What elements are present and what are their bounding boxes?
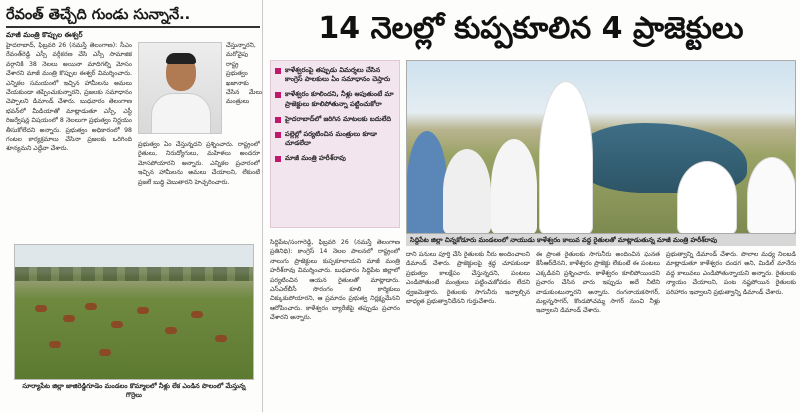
right-column-1: సిద్దిపేట/సంగారెడ్డి, ఫిబ్రవరి 26 (నమస్తే తెలంగాణ ప్రతినిధి): కాంగ్రెస్ 14 నెలల పాలనలో రాష్ట్రంలో నాలుగు ప్రాజెక్టులు కుప్పకూలాయని మాజీ మంత్రి హరీశ్‌రావు విమర్శించారు. బుధవారం సిద్దిపేట జిల్లాలో పర్యటించిన ఆయన రైతులతో మాట్లాడారు. ఎస్‌ఎల్‌బీసీ సొరంగం కూలి కార్మికులు చిక్కుకుపోయారని, ఆ ప్రమాదం ప్రభుత్వ నిర్లక్ష్యమేనని ఆరోపించారు. కాళేశ్వరం బ్యారేజీపై తప్పుడు ప్రచారం చేశారని అన్నారు. <box>270 239 400 322</box>
bullet-marker-icon <box>275 132 281 138</box>
column-divider <box>262 0 263 412</box>
bullet-marker-icon <box>275 117 281 123</box>
canal-visit-photo <box>406 60 796 234</box>
right-column-4: ప్రభుత్వాన్ని డిమాండ్ చేశారు. పొలాల మధ్య నిలబడి మాట్లాడుతూ కాళేశ్వరం దండగ అని, మిడిల్ మానేరు వద్ద కాలువలు ఎండిపోతున్నాయని అన్నారు. రైతులకు న్యాయం చేయాలని, పంట నష్టపోయిన రైతులకు పరిహారం ఇవ్వాలని ప్రభుత్వాన్ని డిమాండ్ చేశారు. <box>666 251 796 296</box>
portrait-hair <box>166 53 196 64</box>
highlight-text: హైదరాబాద్‌లో జరిగిన మాటలకు బదులేది <box>285 114 392 123</box>
highlight-item <box>275 154 395 163</box>
person-figure <box>677 161 737 234</box>
goat <box>165 327 177 334</box>
right-column-2: దాని పనులు పూర్తి చేసి రైతులకు నీరు అందించాలని డిమాండ్ చేశారు. ప్రాజెక్టులపై శ్రద్ధ చూపకుండా ప్రభుత్వం కాలక్షేపం చేస్తున్నదని, పంటలు ఎండిపోతుంటే మంత్రులు పట్టించుకోవడం లేదని ధ్వజమెత్తారు. రైతులకు సాగునీరు ఇవ్వాల్సిన బాధ్యత ప్రభుత్వానిదేనని గుర్తుచేశారు. <box>406 251 530 306</box>
left-side-column: చేస్తున్నారని, మరోవైపు రాష్ట్ర ప్రభుత్వం ఖజానాకు చేసిన మేలు మంత్రులు <box>226 42 262 106</box>
left-column-2: ప్రభుత్వం ఏం చేస్తున్నదని ప్రశ్నించారు. రాష్ట్రంలో రైతులు, నిరుద్యోగులు, మహిళలు అందరూ మోసపోయారని అన్నారు. ఎన్నికల ప్రచారంలో ఇచ్చిన హామీలను అమలు చేయాలని, లేకుంటే ప్రజలే బుద్ధి చెబుతారని హెచ్చరించారు. <box>138 141 260 186</box>
bullet-marker-icon <box>275 68 281 74</box>
person-figure <box>443 149 491 234</box>
left-headline: రేవంత్ తెచ్చేది గుండు సున్నానే.. <box>6 4 260 28</box>
person-figure <box>747 157 796 234</box>
person-figure <box>539 81 593 234</box>
portrait-photo <box>138 42 222 134</box>
goats-field-photo <box>14 244 254 380</box>
person-figure <box>491 139 537 234</box>
goat <box>35 305 47 312</box>
canal-photo-caption: సిద్దిపేట జిల్లా చిన్నకోడూరు మండలంలో నాయుడు కాళేశ్వరం కాలువ వద్ద రైతులతో మాట్లాడుతున్న మాజీ మంత్రి హరీశ్‌రావు <box>406 234 796 246</box>
photo-treeline <box>15 267 254 281</box>
goat <box>111 321 123 328</box>
goats-photo-caption: సూర్యాపేట జిల్లా జాజిరెడ్డిగూడెం మండలం కొమ్మాలలో నీళ్లు లేక ఎండిన పొలంలో మేస్తున్న గొర్రెలు <box>22 382 246 399</box>
highlights-box <box>270 60 400 228</box>
highlight-item <box>275 130 395 148</box>
goat <box>63 315 75 322</box>
goat <box>99 349 111 356</box>
left-byline: మాజీ మంత్రి కొప్పుల ఈశ్వర్ <box>6 31 83 39</box>
right-headline: 14 నెలల్లో కుప్పకూలిన 4 ప్రాజెక్టులు <box>318 11 744 46</box>
goat <box>215 335 227 342</box>
goat <box>137 307 149 314</box>
right-column-3: ఈ ప్రాంత రైతులకు సాగునీరు అందించిన ఘనత కేసీఆర్‌దేనని, కాళేశ్వరం ప్రాజెక్టు లేకుంటే ఈ పంటలు ఎక్కడివని ప్రశ్నించారు. కాళేశ్వరం కూలిపోయిందని ప్రచారం చేసిన వారు ఇప్పుడు అదే నీటిని వాడుకుంటున్నారని అన్నారు. రంగనాయకసాగర్, మల్లన్నసాగర్, కొండపోచమ్మ సాగర్ నుంచి నీళ్లు ఇవ్వాలని డిమాండ్ చేశారు. <box>536 251 660 315</box>
goat <box>191 311 203 318</box>
left-column-1: హైదరాబాద్, ఫిబ్రవరి 26 (నమస్తే తెలంగాణ): సీఎం రేవంత్‌రెడ్డి ఎస్సీ వర్గీకరణ చేసి ఎస్సీ సామాజిక వర్గానికి 38 నెలలు అయినా మాదిగల్ని మోసం చేశారని మాజీ మంత్రి కొప్పుల ఈశ్వర్ విమర్శించారు. ఎన్నికల సమయంలో ఇచ్చిన హామీలను అమలు చేయకుండా తప్పించుకున్నారని, ప్రజలకు సమాధానం చెప్పాలని డిమాండ్ చేశారు. బుధవారం తెలంగాణ భవన్‌లో మీడియాతో మాట్లాడుతూ ఎస్సీ, ఎస్టీ రిజర్వేషన్ల విషయంలో 8 నెలలుగా ప్రభుత్వం నిర్ణయం తీసుకోలేదని అన్నారు. ప్రభుత్వం అధికారంలో 98 గంటల కార్యక్రమాలు చేసినా ప్రజలకు ఒరిగింది శూన్యమని ఎద్దేవా చేశారు. <box>6 42 132 153</box>
highlight-item <box>275 66 395 84</box>
bullet-marker-icon <box>275 156 281 162</box>
highlight-text: పల్లెల్లో పర్యటించిన మంత్రులు కూడా చూడలేదా <box>285 130 378 148</box>
highlight-text: కాళేశ్వరం కూలిందని, నీళ్లు ఆపుతుంటే మా ప్రాజెక్టులు కూలిపోతున్నా పట్టించుకోరా <box>285 90 394 108</box>
highlight-item <box>275 115 395 124</box>
portrait-shirt <box>151 93 211 134</box>
goat <box>49 341 61 348</box>
highlight-text: కాళేశ్వరంపై తప్పుడు విమర్శలు చేసిన కాంగ్రెస్ పాలకులు ఏం సమాధానం చెప్తారు <box>285 66 391 84</box>
bullet-marker-icon <box>275 92 281 98</box>
highlight-text: మాజీ మంత్రి హరీశ్‌రావు <box>285 154 346 163</box>
person-figure <box>407 131 447 234</box>
goat <box>85 303 97 310</box>
highlight-item <box>275 90 395 108</box>
